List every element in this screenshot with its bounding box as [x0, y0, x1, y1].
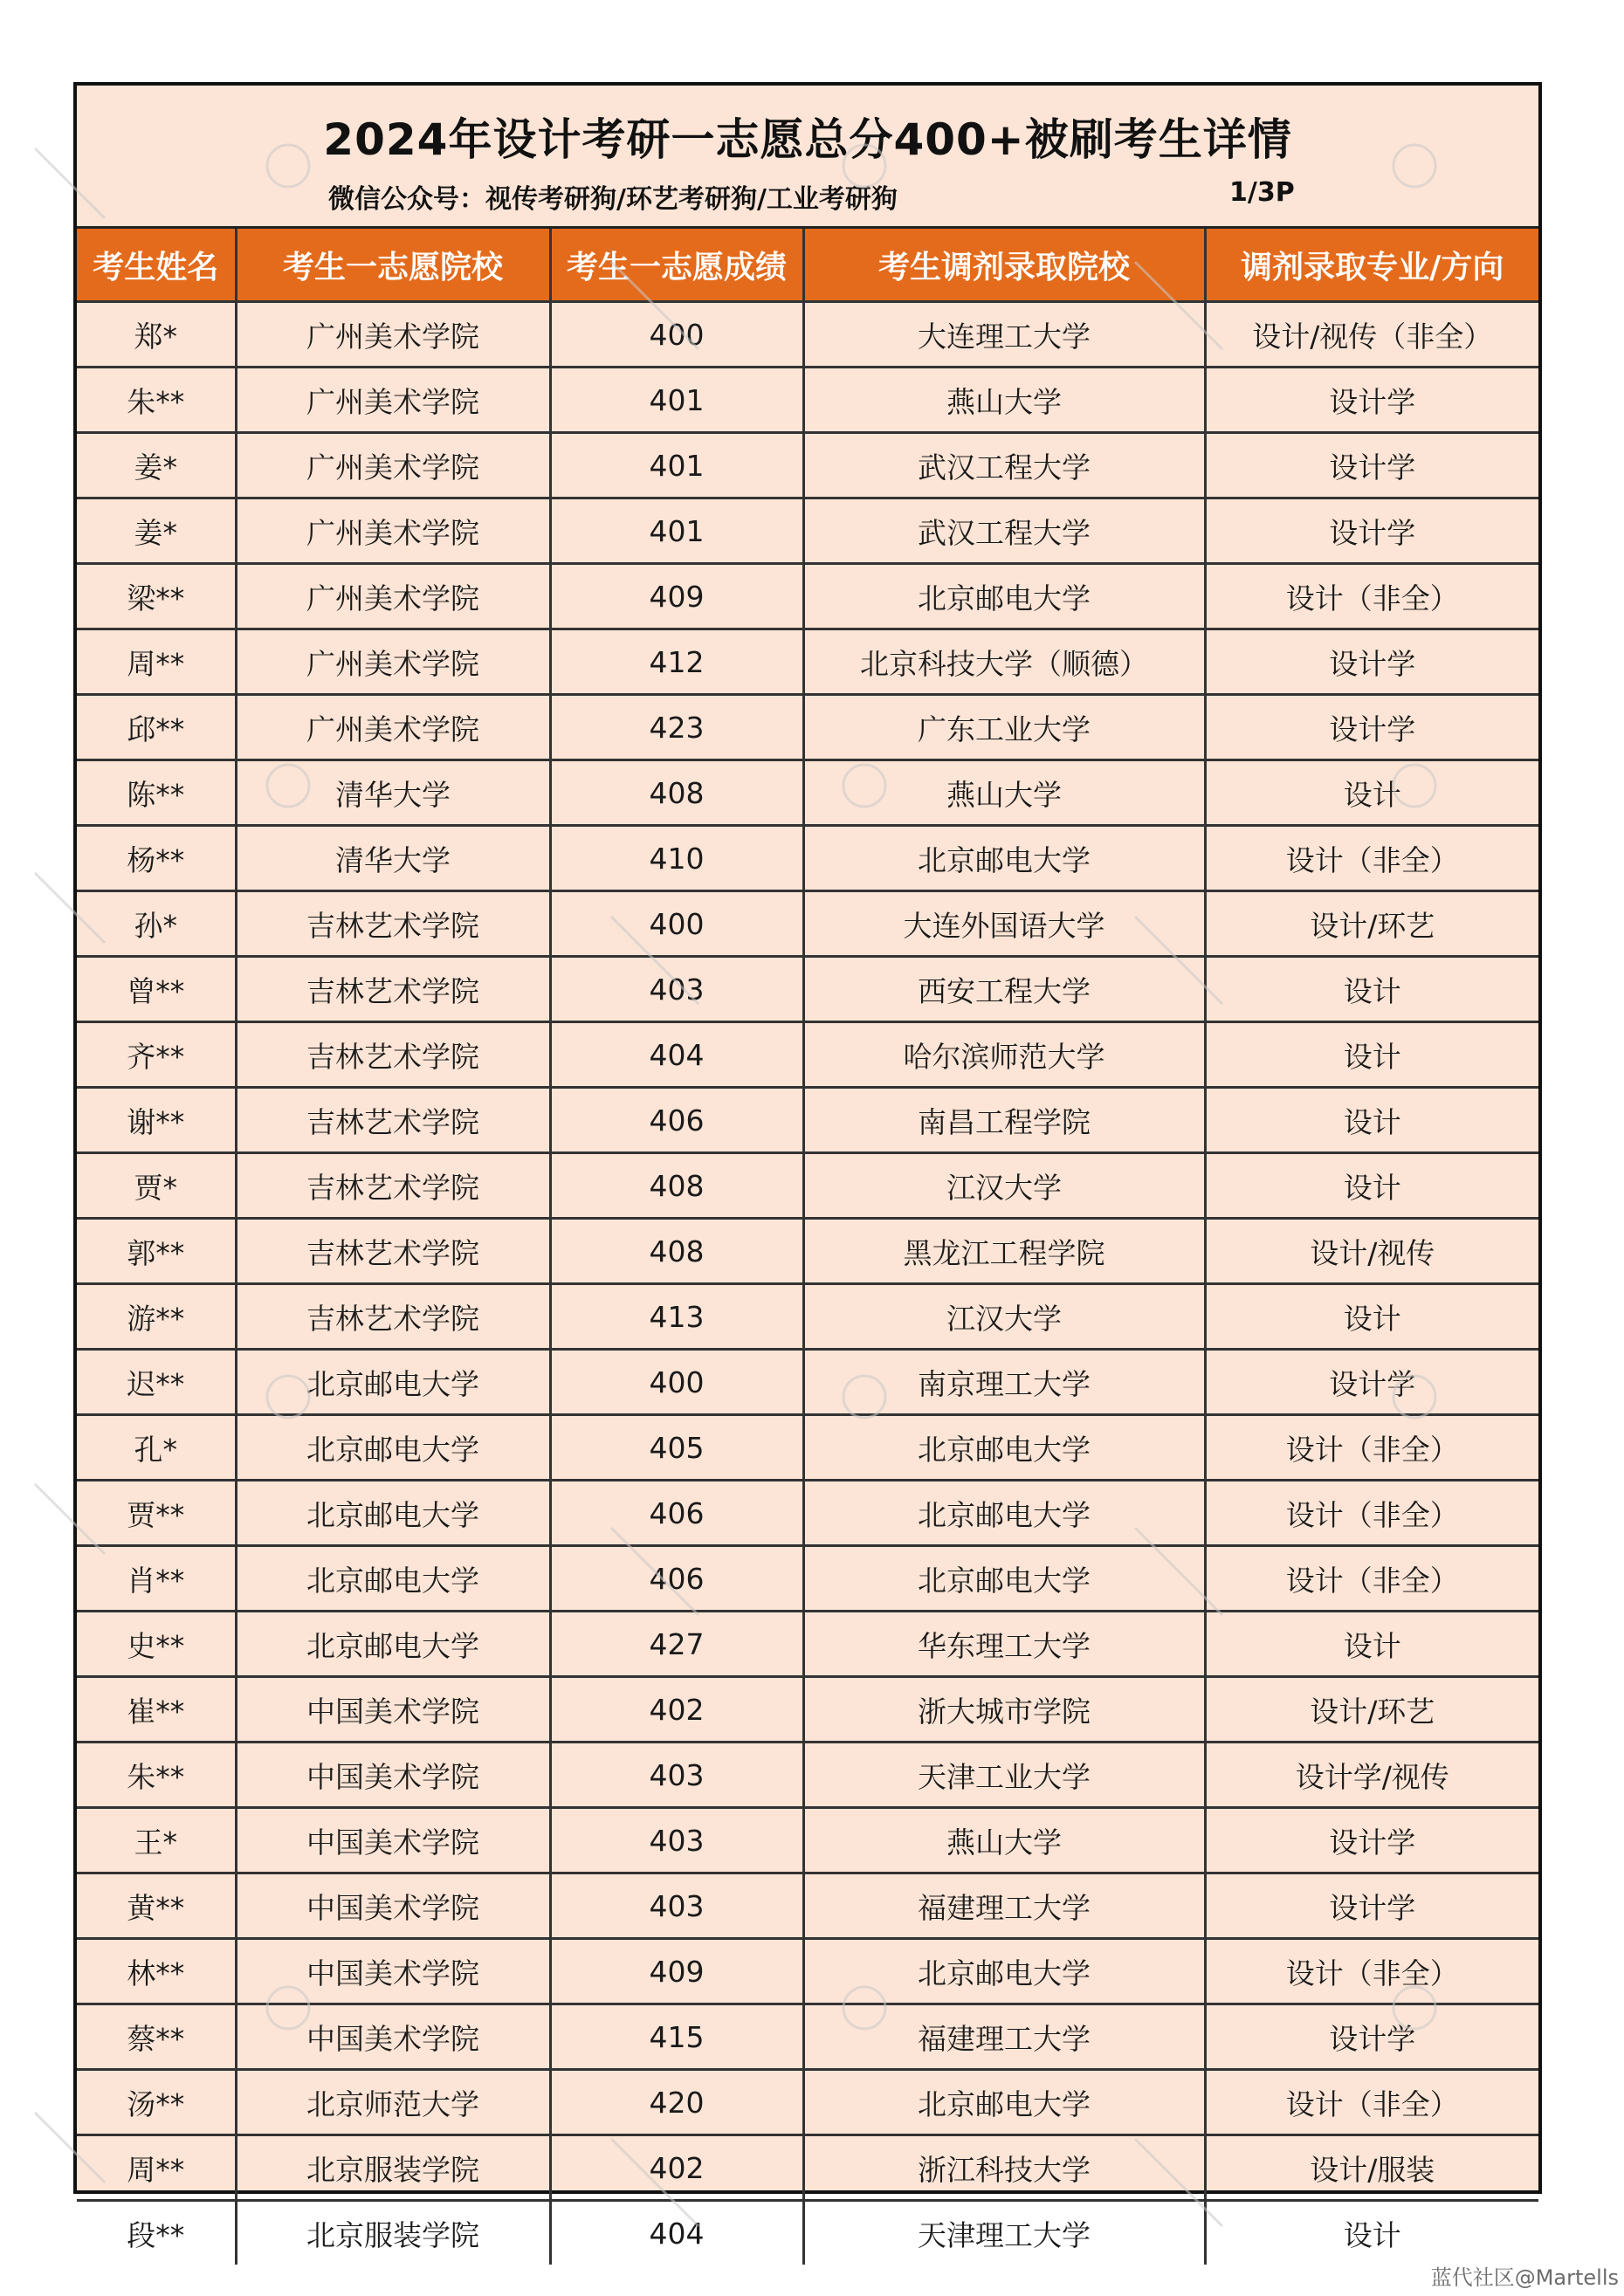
cell-first-choice-score: 408 [550, 1153, 803, 1219]
cell-admitted-major: 设计学 [1205, 368, 1538, 433]
cell-name: 杨** [77, 826, 236, 891]
wechat-accounts-line: 微信公众号：视传考研狗/环艺考研狗/工业考研狗 [328, 184, 898, 215]
cell-admitted-major: 设计/视传 [1205, 1219, 1538, 1284]
table-row [77, 1677, 1538, 1743]
cell-first-choice-school: 广州美术学院 [236, 368, 550, 433]
cell-admitted-major: 设计/环艺 [1205, 1677, 1538, 1743]
cell-name: 周** [77, 629, 236, 695]
cell-admitted-major: 设计（非全） [1205, 1546, 1538, 1612]
cell-admitted-school: 福建理工大学 [803, 1873, 1205, 1939]
cell-name: 崔** [77, 1677, 236, 1743]
cell-admitted-major: 设计（非全） [1205, 1481, 1538, 1546]
table-row [77, 1612, 1538, 1677]
cell-first-choice-score: 400 [550, 891, 803, 957]
cell-first-choice-score: 401 [550, 433, 803, 498]
cell-name: 蔡** [77, 2004, 236, 2070]
cell-first-choice-school: 吉林艺术学院 [236, 1219, 550, 1284]
cell-admitted-school: 燕山大学 [803, 368, 1205, 433]
cell-first-choice-school: 北京邮电大学 [236, 1415, 550, 1481]
cell-first-choice-score: 402 [550, 1677, 803, 1743]
page-title: 2024年设计考研一志愿总分400+被刷考生详情 [323, 114, 1292, 165]
cell-name: 陈** [77, 760, 236, 826]
cell-first-choice-score: 409 [550, 564, 803, 629]
cell-name: 郑* [77, 302, 236, 368]
cell-first-choice-score: 415 [550, 2004, 803, 2070]
cell-admitted-major: 设计（非全） [1205, 564, 1538, 629]
cell-admitted-major: 设计学 [1205, 498, 1538, 564]
cell-admitted-major: 设计 [1205, 1088, 1538, 1153]
cell-admitted-school: 北京邮电大学 [803, 2070, 1205, 2135]
table-row [77, 1546, 1538, 1612]
cell-first-choice-school: 北京邮电大学 [236, 1612, 550, 1677]
cell-first-choice-score: 401 [550, 498, 803, 564]
cell-admitted-major: 设计 [1205, 1612, 1538, 1677]
cell-admitted-school: 华东理工大学 [803, 1612, 1205, 1677]
table-row [77, 302, 1538, 368]
cell-name: 朱** [77, 368, 236, 433]
cell-name: 梁** [77, 564, 236, 629]
cell-first-choice-school: 北京邮电大学 [236, 1481, 550, 1546]
cell-first-choice-score: 406 [550, 1546, 803, 1612]
cell-admitted-school: 广东工业大学 [803, 695, 1205, 760]
cell-admitted-major: 设计 [1205, 1284, 1538, 1350]
cell-admitted-major: 设计学 [1205, 433, 1538, 498]
table-body [77, 302, 1538, 2265]
cell-name: 贾* [77, 1153, 236, 1219]
cell-first-choice-score: 403 [550, 957, 803, 1022]
table-row [77, 629, 1538, 695]
table-row [77, 368, 1538, 433]
cell-admitted-major: 设计（非全） [1205, 826, 1538, 891]
title-block [77, 86, 1538, 229]
cell-admitted-school: 北京邮电大学 [803, 1546, 1205, 1612]
table-header-row [77, 229, 1538, 302]
cell-name: 黄** [77, 1873, 236, 1939]
cell-admitted-major: 设计 [1205, 957, 1538, 1022]
table-row [77, 891, 1538, 957]
cell-first-choice-score: 410 [550, 826, 803, 891]
cell-name: 游** [77, 1284, 236, 1350]
table-row [77, 826, 1538, 891]
cell-admitted-school: 北京邮电大学 [803, 1939, 1205, 2004]
cell-admitted-school: 北京邮电大学 [803, 564, 1205, 629]
cell-admitted-major: 设计学 [1205, 629, 1538, 695]
cell-first-choice-school: 中国美术学院 [236, 1743, 550, 1808]
cell-admitted-school: 燕山大学 [803, 760, 1205, 826]
cell-admitted-major: 设计学/视传 [1205, 1743, 1538, 1808]
table-row [77, 1350, 1538, 1415]
cell-admitted-major: 设计/服装 [1205, 2135, 1538, 2201]
cell-admitted-major: 设计 [1205, 760, 1538, 826]
cell-name: 姜* [77, 433, 236, 498]
results-sheet [73, 82, 1542, 2252]
cell-first-choice-school: 中国美术学院 [236, 1808, 550, 1873]
cell-first-choice-school: 北京服装学院 [236, 2135, 550, 2201]
cell-admitted-school: 北京邮电大学 [803, 1481, 1205, 1546]
cell-admitted-school: 天津理工大学 [803, 2201, 1205, 2265]
cell-first-choice-school: 北京服装学院 [236, 2201, 550, 2265]
cell-admitted-school: 北京邮电大学 [803, 826, 1205, 891]
cell-admitted-major: 设计 [1343, 2217, 1401, 2252]
cell-admitted-school: 南京理工大学 [803, 1350, 1205, 1415]
cell-admitted-major: 设计学 [1205, 2004, 1538, 2070]
table-row [77, 2070, 1538, 2135]
cell-first-choice-school: 广州美术学院 [236, 302, 550, 368]
table-row [77, 564, 1538, 629]
cell-admitted-major: 设计（非全） [1205, 2070, 1538, 2135]
column-header-first-choice-score: 考生一志愿成绩 [550, 229, 803, 302]
cell-first-choice-school: 北京师范大学 [236, 2070, 550, 2135]
table-row [77, 2135, 1538, 2201]
cell-first-choice-score: 420 [550, 2070, 803, 2135]
page-indicator: 1/3P [1229, 177, 1295, 208]
table-row [77, 1284, 1538, 1350]
cell-first-choice-school: 吉林艺术学院 [236, 1153, 550, 1219]
cell-first-choice-school: 吉林艺术学院 [236, 1022, 550, 1088]
table-row [77, 1743, 1538, 1808]
cell-first-choice-score: 427 [550, 1612, 803, 1677]
cell-admitted-major: 设计/环艺 [1205, 891, 1538, 957]
cell-admitted-major: 设计 [1205, 1153, 1538, 1219]
table-row [77, 1153, 1538, 1219]
column-header-admitted-school: 考生调剂录取院校 [803, 229, 1205, 302]
cell-admitted-major: 设计（非全） [1205, 1415, 1538, 1481]
table-row [77, 1481, 1538, 1546]
cell-first-choice-score: 404 [550, 1022, 803, 1088]
cell-admitted-school: 南昌工程学院 [803, 1088, 1205, 1153]
cell-admitted-major: 设计学 [1205, 1873, 1538, 1939]
table-row [77, 433, 1538, 498]
cell-admitted-major: 设计学 [1205, 695, 1538, 760]
column-header-name: 考生姓名 [77, 229, 236, 302]
cell-name: 孔* [77, 1415, 236, 1481]
cell-first-choice-score: 401 [550, 368, 803, 433]
cell-admitted-major: 设计 [1205, 1022, 1538, 1088]
cell-name: 肖** [77, 1546, 236, 1612]
table-row [77, 760, 1538, 826]
cell-name: 曾** [77, 957, 236, 1022]
cell-admitted-school: 北京邮电大学 [803, 1415, 1205, 1481]
cell-name: 周** [77, 2135, 236, 2201]
cell-first-choice-school: 清华大学 [236, 826, 550, 891]
cell-admitted-major: 设计学 [1205, 1350, 1538, 1415]
column-header-first-choice-school: 考生一志愿院校 [236, 229, 550, 302]
table-row [77, 1088, 1538, 1153]
table-row [77, 957, 1538, 1022]
cell-first-choice-school: 广州美术学院 [236, 695, 550, 760]
cell-first-choice-score: 408 [550, 1219, 803, 1284]
cell-first-choice-score: 403 [550, 1873, 803, 1939]
image-credit: 蓝代社区@Martells [1430, 2265, 1619, 2290]
table-row [77, 2004, 1538, 2070]
cell-first-choice-school: 中国美术学院 [236, 1939, 550, 2004]
cell-admitted-major: 设计/视传（非全） [1205, 302, 1538, 368]
cell-name: 史** [77, 1612, 236, 1677]
cell-name: 林** [77, 1939, 236, 2004]
cell-first-choice-school: 吉林艺术学院 [236, 957, 550, 1022]
cell-admitted-school: 浙江科技大学 [803, 2135, 1205, 2201]
cell-admitted-school: 武汉工程大学 [803, 433, 1205, 498]
cell-first-choice-school: 广州美术学院 [236, 629, 550, 695]
cell-first-choice-school: 中国美术学院 [236, 1677, 550, 1743]
cell-first-choice-score: 412 [550, 629, 803, 695]
cell-admitted-school: 西安工程大学 [803, 957, 1205, 1022]
cell-first-choice-score: 406 [550, 1481, 803, 1546]
cell-name: 王* [77, 1808, 236, 1873]
cell-name: 邱** [77, 695, 236, 760]
cell-first-choice-score: 402 [550, 2135, 803, 2201]
cell-first-choice-school: 广州美术学院 [236, 433, 550, 498]
cell-admitted-school: 福建理工大学 [803, 2004, 1205, 2070]
cell-name: 郭** [77, 1219, 236, 1284]
cell-first-choice-score: 400 [550, 302, 803, 368]
cell-admitted-school: 哈尔滨师范大学 [803, 1022, 1205, 1088]
cell-admitted-major: 设计（非全） [1205, 1939, 1538, 2004]
cell-first-choice-score: 408 [550, 760, 803, 826]
cell-admitted-school: 大连理工大学 [803, 302, 1205, 368]
cell-name: 迟** [77, 1350, 236, 1415]
cell-first-choice-school: 中国美术学院 [236, 2004, 550, 2070]
cell-name: 齐** [77, 1022, 236, 1088]
cell-admitted-school: 北京科技大学（顺德） [803, 629, 1205, 695]
cell-admitted-school: 燕山大学 [803, 1808, 1205, 1873]
cell-admitted-school: 江汉大学 [803, 1153, 1205, 1219]
column-header-admitted-major: 调剂录取专业/方向 [1205, 229, 1538, 302]
table-row [77, 1873, 1538, 1939]
cell-admitted-school: 黑龙江工程学院 [803, 1219, 1205, 1284]
cell-first-choice-school: 清华大学 [236, 760, 550, 826]
cell-first-choice-score: 404 [550, 2201, 803, 2265]
cell-admitted-major: 设计学 [1205, 1808, 1538, 1873]
cell-first-choice-school: 吉林艺术学院 [236, 1284, 550, 1350]
table-row [77, 1415, 1538, 1481]
cell-first-choice-score: 405 [550, 1415, 803, 1481]
cell-name: 朱** [77, 1743, 236, 1808]
cell-name: 段** [77, 2201, 236, 2265]
cell-first-choice-score: 406 [550, 1088, 803, 1153]
cell-first-choice-school: 吉林艺术学院 [236, 891, 550, 957]
table-row [77, 695, 1538, 760]
cell-name: 孙* [77, 891, 236, 957]
cell-first-choice-school: 广州美术学院 [236, 498, 550, 564]
candidates-table [77, 229, 1538, 2265]
table-row [77, 2201, 1538, 2265]
cell-admitted-school: 大连外国语大学 [803, 891, 1205, 957]
cell-first-choice-score: 423 [550, 695, 803, 760]
cell-first-choice-school: 北京邮电大学 [236, 1350, 550, 1415]
cell-first-choice-school: 广州美术学院 [236, 564, 550, 629]
cell-first-choice-score: 409 [550, 1939, 803, 2004]
table-row [77, 1219, 1538, 1284]
cell-admitted-school: 浙大城市学院 [803, 1677, 1205, 1743]
cell-first-choice-school: 吉林艺术学院 [236, 1088, 550, 1153]
cell-name: 姜* [77, 498, 236, 564]
table-row [77, 1939, 1538, 2004]
cell-name: 贾** [77, 1481, 236, 1546]
cell-first-choice-school: 北京邮电大学 [236, 1546, 550, 1612]
cell-admitted-school: 武汉工程大学 [803, 498, 1205, 564]
cell-first-choice-score: 400 [550, 1350, 803, 1415]
table-row [77, 1808, 1538, 1873]
cell-first-choice-score: 403 [550, 1743, 803, 1808]
cell-first-choice-school: 中国美术学院 [236, 1873, 550, 1939]
table-row [77, 1022, 1538, 1088]
cell-first-choice-score: 403 [550, 1808, 803, 1873]
cell-admitted-school: 天津工业大学 [803, 1743, 1205, 1808]
cell-admitted-school: 江汉大学 [803, 1284, 1205, 1350]
table-row [77, 498, 1538, 564]
cell-name: 谢** [77, 1088, 236, 1153]
cell-first-choice-score: 413 [550, 1284, 803, 1350]
cell-name: 汤** [77, 2070, 236, 2135]
